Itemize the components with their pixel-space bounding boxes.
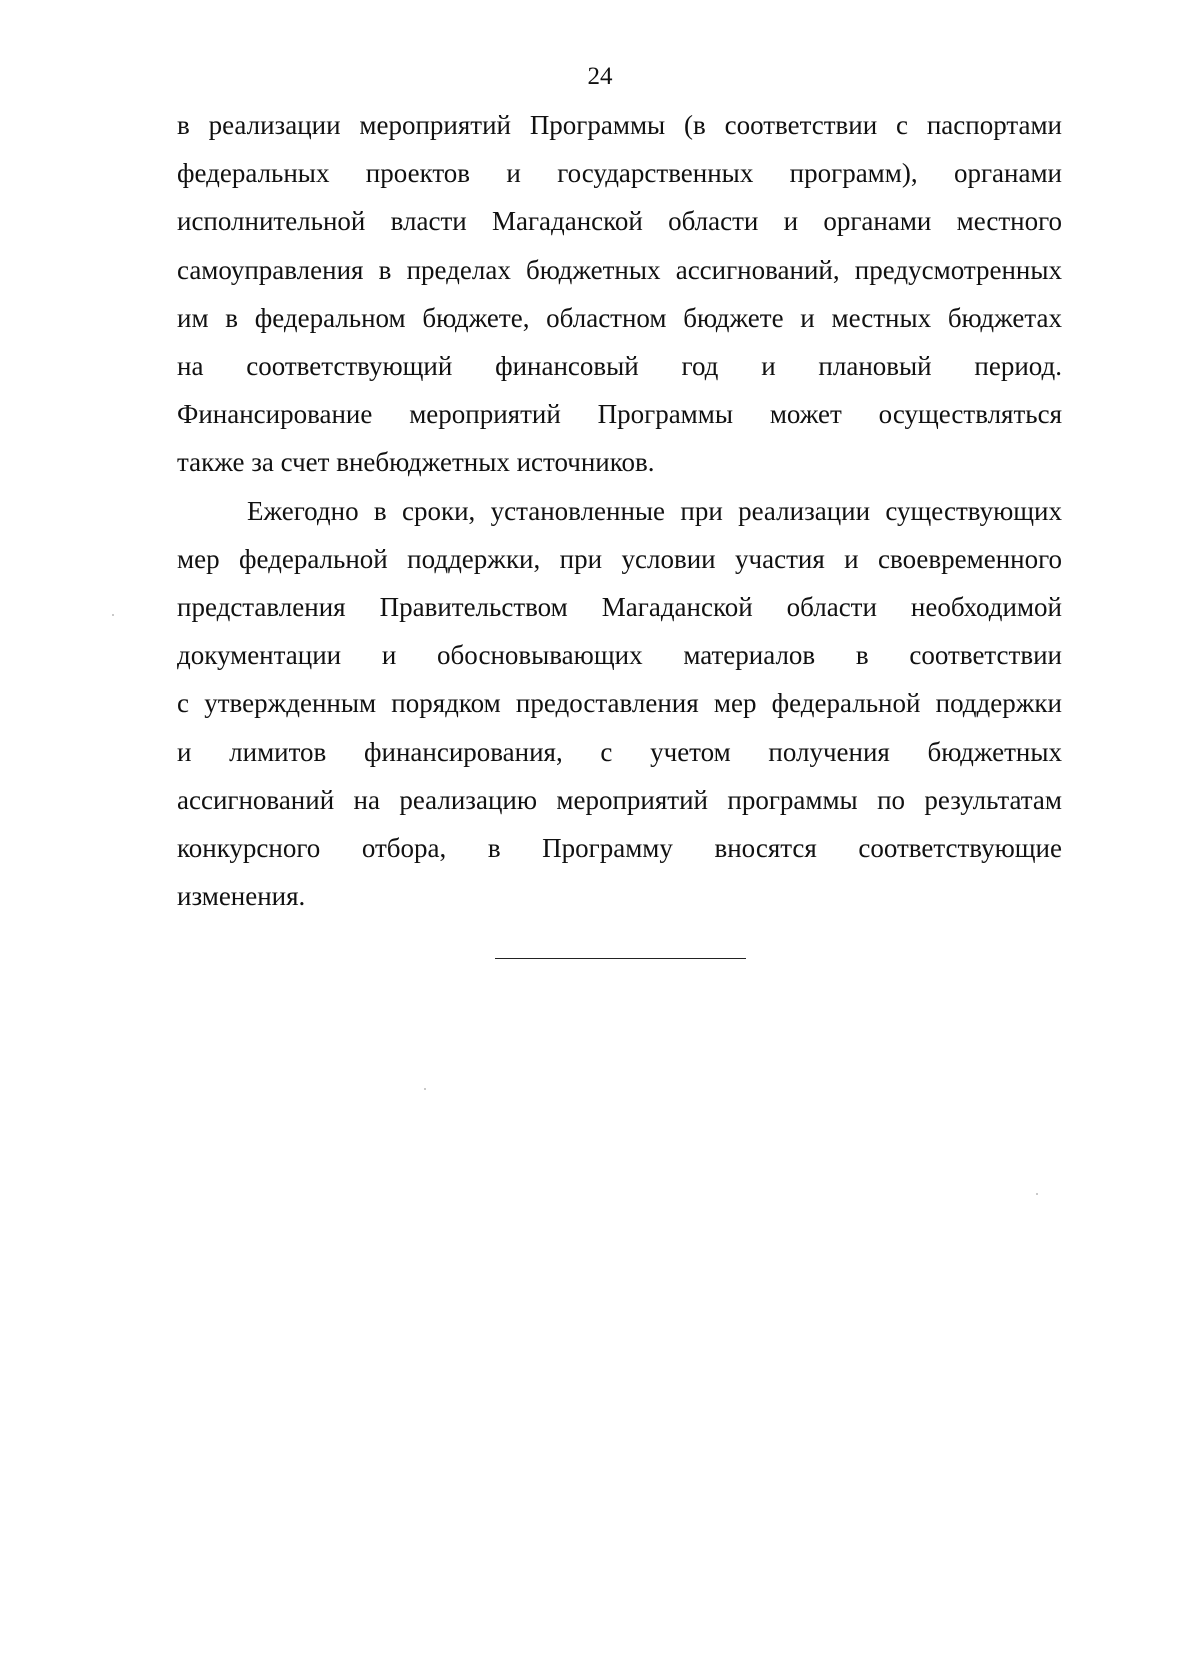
scan-speck — [424, 1088, 426, 1090]
text-line: мер федеральной поддержки, при условии участия и своевременного — [177, 543, 1062, 574]
text-line: представления Правительством Магаданской области необходимой — [177, 592, 1062, 623]
text-line: конкурсного отбора, в Программу вносятся соответствующие — [177, 833, 1062, 864]
text-line: и лимитов финансирования, с учетом получения бюджетных — [177, 736, 1062, 767]
paragraph-1 — [177, 101, 1062, 487]
text-line: в реализации мероприятий Программы (в соответствии с паспортами — [177, 110, 1062, 140]
text-line: ассигнований на реализацию мероприятий программы по результатам — [177, 784, 1062, 815]
page-number: 24 — [587, 63, 613, 90]
text-line: им в федеральном бюджете, областном бюджете и местных бюджетах — [177, 302, 1062, 333]
document-body — [177, 101, 1062, 920]
text-line: Финансирование мероприятий Программы может осуществляться — [177, 399, 1062, 430]
text-line: федеральных проектов и государственных программ), органами — [177, 158, 1062, 189]
text-line: Ежегодно в сроки, установленные при реализации существующих — [247, 495, 1062, 526]
scan-speck — [112, 614, 114, 616]
paragraph-2 — [177, 487, 1062, 921]
text-line: с утвержденным порядком предоставления мер федеральной поддержки — [177, 688, 1062, 719]
scan-speck — [1036, 1193, 1038, 1195]
text-line: исполнительной власти Магаданской области и органами местного — [177, 206, 1062, 237]
text-line: изменения. — [177, 881, 306, 912]
text-line: документации и обосновывающих материалов в соответствии — [177, 640, 1062, 671]
text-line: также за счет внебюджетных источников. — [177, 447, 655, 478]
text-line: на соответствующий финансовый год и плановый период. — [177, 351, 1062, 382]
text-line: самоуправления в пределах бюджетных ассигнований, предусмотренных — [177, 254, 1062, 285]
end-of-text-rule — [495, 958, 746, 959]
